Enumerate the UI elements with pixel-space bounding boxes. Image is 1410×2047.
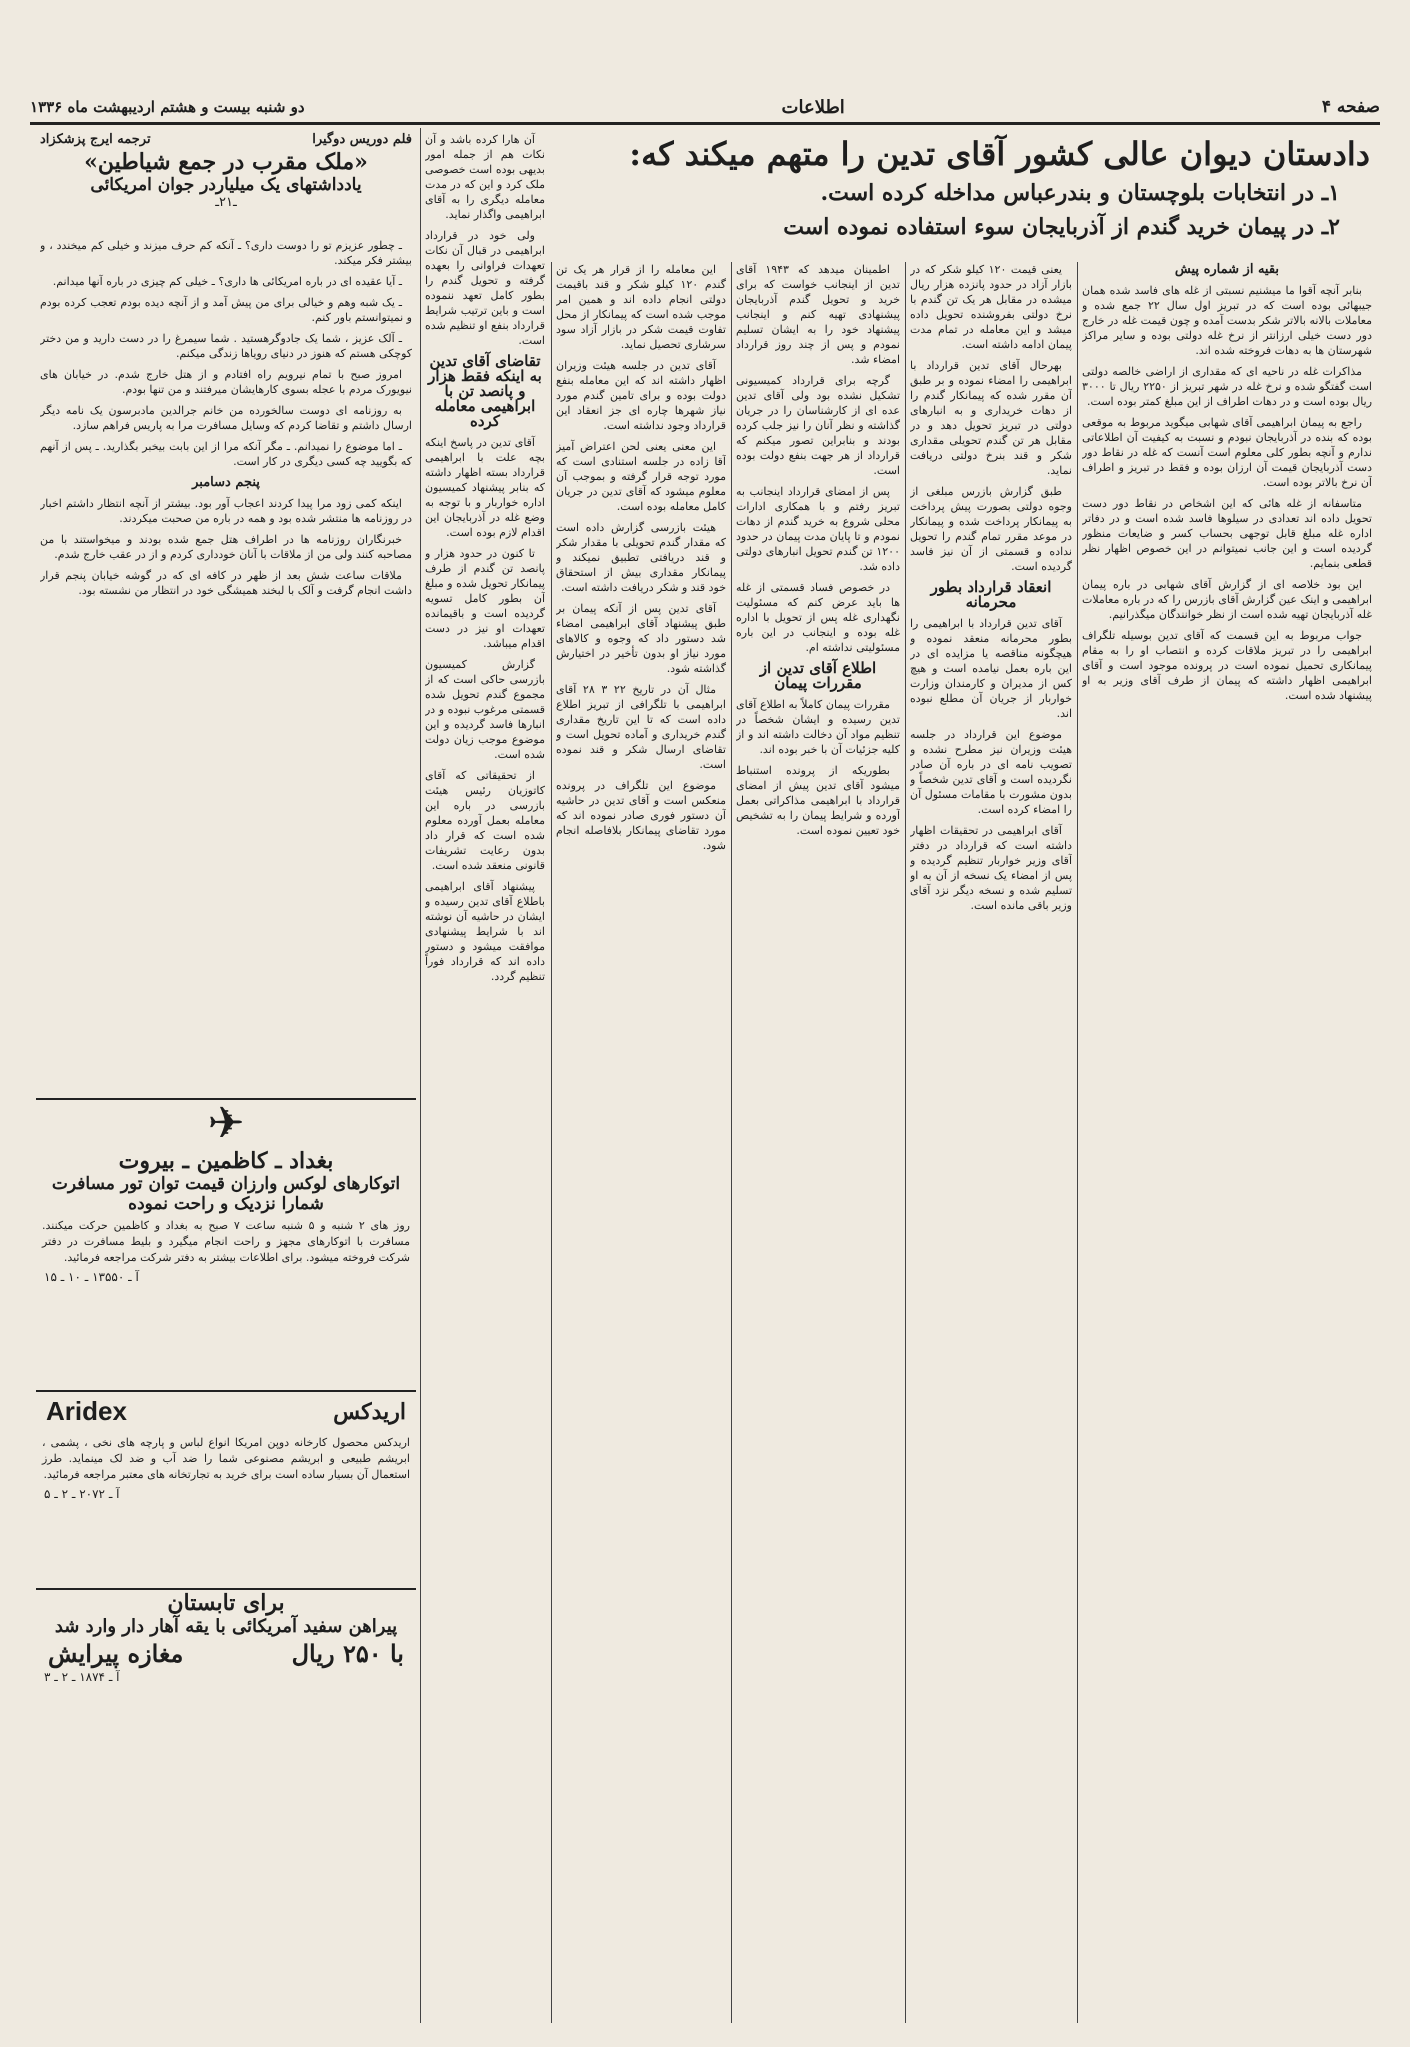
page-header <box>30 92 1380 125</box>
bus-travel-ad <box>36 1098 416 1382</box>
paragraph: اطمینان میدهد که ۱۹۴۳ آقای تدین از اینجانب خواست که برای خرید و تحویل گندم آذربایجان پیشنهادی تهیه کنم و اینجانب پیشنهاد خود را به ایشان تسلیم نمودم و پس از چند روز قرارداد امضاء شد. <box>736 263 900 366</box>
main-headline <box>555 132 1370 252</box>
ad-code: آ ـ ۱۳۵۵۰ ـ ۱۰ ـ ۱۵ <box>44 1270 139 1284</box>
paragraph: آقای تدین پس از آنکه پیمان بر طبق پیشنهاد آقای ابراهیمی امضاء شد دستور داد که وجوه و کالاهای مورد نیاز او بدون تأخیر در اختیارش گذاشته شود. <box>556 602 726 675</box>
column-divider <box>1077 262 1078 2023</box>
paragraph: ـ یک شبه وهم و خیالی برای من پیش آمد و از آنچه دیده بودم تعجب کرده بودم و نمیتوانستم باور کنم. <box>40 296 412 324</box>
paragraph: پس از امضای قرارداد اینجانب به تبریز رفتم و با همکاری ادارات محلی شروع به خرید گندم از دهات نمودم و تا پایان مدت پیمان در حدود ۱۲۰۰ تن گندم تحویل انبارهای دولتی داده شد. <box>736 485 900 573</box>
paragraph: پیشنهاد آقای ابراهیمی باطلاع آقای تدین رسیده و ایشان در حاشیه آن نوشته اند با شرایط پیشنهادی موافقت میشود و دستور داده اند که قرارداد فوراً تنظیم گردد. <box>425 880 545 983</box>
paragraph: موضوع این تلگراف در پرونده منعکس است و آقای تدین در حاشیه آن دستور فوری صادر نموده اند که مورد تقاضای پیمانکار بلافاصله انجام شود. <box>556 779 726 852</box>
article-column-2 <box>910 262 1072 2022</box>
article-column-4 <box>556 262 726 2022</box>
paragraph: از تحقیقاتی که آقای کاتوزیان رئیس هیئت بازرسی در باره این معامله بعمل آورده معلوم شده است که قرار داد بدون رعایت تشریفات قانونی منعقد شده است. <box>425 769 545 872</box>
translator-label: ترجمه ایرج پزشکزاد <box>40 132 151 147</box>
paragraph: این معامله را از قرار هر یک تن گندم ۱۲۰ کیلو شکر و قند باقیمت دولتی انجام داده اند و همین امر موجب شده است که پیمانکار از محل تفاوت قیمت شکر در بازار آزاد سود سرشاری تحصیل نماید. <box>556 263 726 351</box>
paragraph: بهرحال آقای تدین قرارداد با ابراهیمی را امضاء نموده و بر طبق آن مقرر شده که پیمانکار گندم را از دهات خریداری و به انبارهای دولتی در تبریز تحویل دهد و در مقابل هر تن گندم تحویلی مقداری شکر و قند بنرخ دولتی دریافت نماید. <box>910 359 1072 477</box>
newspaper-name: اطلاعات <box>781 96 845 118</box>
aridex-ad <box>36 1390 416 1578</box>
paragraph: آن هارا کرده باشد و آن نکات هم از جمله امور بدیهی بوده است خصوصی ملک کرد و این که در مدت معامله دیگری را به آقای ابراهیمی واگذار نماید. <box>425 133 545 221</box>
paragraph: آقای تدین در جلسه هیئت وزیران اظهار داشته اند که این معامله بنفع دولت بوده و برای تامین گندم مورد نیاز شهرها چاره ای جز انعقاد این قرارداد وجود نداشته است. <box>556 359 726 432</box>
serial-body <box>40 238 412 1086</box>
section-heading: پنجم دسامبر <box>192 475 260 490</box>
headline-point-1: ۱ـ در انتخابات بلوچستان و بندرعباس مداخله کرده است. <box>820 180 1340 206</box>
page-number: صفحه ۴ <box>1321 97 1380 117</box>
paragraph: جواب مربوط به این قسمت که آقای تدین بوسیله تلگراف ابراهیمی را در تبریز ملاقات کرده و انتصاب او را به مقام پیمانکاری تحمیل نموده است در پرونده موجود است و آقای ابراهیمی اظهار داشته که پیمان از طرف آقای وزیر به او پیشنهاد شده است. <box>1082 629 1372 702</box>
paragraph: هیئت بازرسی گزارش داده است که مقدار گندم تحویلی با مقدار شکر و قند دریافتی تطبیق نمیکند و پیمانکار مقداری بیش از استحقاق خود قند و شکر دریافت داشته است. <box>556 521 726 594</box>
paragraph: این معنی یعنی لحن اعتراض آمیز آقا زاده در جلسه استنادی است که مورد توجه قرار گرفته و بموجب آن معلوم میشود که آقای تدین در جریان کامل معامله بوده است. <box>556 440 726 513</box>
paragraph: به روزنامه ای دوست سالخورده من خانم جرالدین مادبرسون یک نامه دیگر ارسال داشتم و تقاضا کردم که وسایل مسافرت مرا به پاریس فراهم سازد. <box>40 404 412 432</box>
ad-body: روز های ۲ شنبه و ۵ شنبه ساعت ۷ صبح به بغداد و کاظمین حرکت میکنند. مسافرت با اتوکارهای مجهز و راحت انجام میگیرد و بلیط مسافرت در دفتر شرکت فروخته میشود. برای اطلاعات بیشتر به دفتر شرکت مراجعه فرمائید. <box>42 1219 410 1264</box>
winged-emblem-icon: ✈ <box>207 1098 245 1149</box>
paragraph: امروز صبح با تمام نیرویم راه افتادم و از هتل خارج شدم. در خیابان های نیویورک مردم با عجله بسوی کارهایشان میرفتند و من تنها بودم. <box>40 368 412 396</box>
article-column-1 <box>1082 262 1372 2022</box>
continued-label: بقیه از شماره پیش <box>1174 262 1280 277</box>
paragraph: مثال آن در تاریخ ۲۲ ۳ ۲۸ آقای ابراهیمی با تلگرافی از تبریز اطلاع داده است که تا این تاریخ مقداری گندم خریداری و آماده تحویل است و تقاضای ارسال شکر و قند نموده است. <box>556 683 726 771</box>
ad-price: با ۲۵۰ ریال <box>291 1639 404 1668</box>
ad-code: آ ـ ۱۸۷۴ ـ ۲ ـ ۳ <box>44 1670 120 1684</box>
paragraph: بنابر آنچه آقوا ما میشنیم نسبتی از غله های فاسد شده همان جیبهائی بوده است که در تبریز اول سال ۲۲ جمع شده و معاملات بالانه بالاتر شکر بدست آمده و چون قیمت غله در خارج دور دست خیلی ارزانتر از نرخ غله دولتی بوده و سایر مراکز شهرستان ها به دهات فروخته شده اند. <box>1082 284 1372 357</box>
column-divider <box>551 262 552 2023</box>
column-divider <box>731 262 732 2023</box>
ad-code: آ ـ ۲۰۷۲ ـ ۲ ـ ۵ <box>44 1487 120 1501</box>
paragraph: اینکه کمی زود مرا پیدا کردند اعجاب آور بود. بیشتر از آنچه انتظار داشتم اخبار در روزنامه ها منتشر شده بود و همه در باره من صحبت میکردند. <box>40 497 412 525</box>
serial-title: «ملک مقرب در جمع شیاطین» <box>84 149 368 175</box>
article-column-5 <box>425 132 545 2022</box>
serial-header <box>40 132 412 210</box>
paragraph: آقای تدین قرارداد با ابراهیمی را بطور محرمانه منعقد نموده و هیچگونه مناقصه یا مزایده ای در این باره بعمل نیامده است و هیچ کس از مدیران و کارمندان وزارت خواربار از جریان آن مطلع نبوده اند. <box>910 617 1072 720</box>
column-divider <box>905 262 906 2023</box>
paragraph: ـ اما موضوع را نمیدانم. ـ مگر آنکه مرا از این بابت بیخبر بگذارید. ـ پس از آنهم که بگویید چه کسی دیگری در کار است. <box>40 440 412 468</box>
ad-body: اریدکس محصول کارخانه دوپن امریکا انواع لباس و پارچه های نخی ، پشمی ، ابریشم طبیعی و ابریشم مصنوعی شما را ضد آب و ضد لک مینماید. طرز استعمال آن بسیار ساده است برای خرید به تجارتخانه های معتبر مراجعه فرمائید. <box>42 1436 410 1481</box>
paragraph: ولی خود در قرارداد ابراهیمی در قبال آن نکات تعهدات فراوانی را بعهده گرفته و تحویل گندم را بطور کامل تعهد ننموده است و باین ترتیب شرایط قرارداد بنفع او تنظیم شده است. <box>425 229 545 347</box>
ad-title-latin: Aridex <box>46 1396 127 1426</box>
ad-title: برای تابستان <box>167 1590 285 1616</box>
headline-title: دادستان دیوان عالی کشور آقای تدین را متهم میکند که: <box>629 135 1370 173</box>
section-heading: تقاضای آقای تدین به اینکه فقط هزار و پانصد تن با ابراهیمی معامله کرده <box>428 352 542 430</box>
paragraph: در خصوص فساد قسمتی از غله ها باید عرض کنم که مسئولیت نگهداری غله پس از تحویل با اداره غله بوده و اینجانب در این باره مسئولیتی نداشته ام. <box>736 581 900 654</box>
section-heading: اطلاع آقای تدین از مقررات پیمان <box>759 659 877 692</box>
paragraph: آقای تدین در پاسخ اینکه بچه علت با ابراهیمی قرارداد بسته اظهار داشته که بنابر پیشنهاد کمیسیون اداره خواربار و با توجه به وضع غله در آذربایجان این اقدام لازم بوده است. <box>425 436 545 539</box>
paragraph: ملاقات ساعت شش بعد از ظهر در کافه ای که در گوشه خیابان پنجم قرار داشت انجام گرفت و آلک با لبخند همیشگی خود در انتظار من نشسته بود. <box>40 569 412 597</box>
headline-point-2: ۲ـ در پیمان خرید گندم از آذربایجان سوء استفاده نموده است <box>783 214 1340 240</box>
paragraph: خبرنگاران روزنامه ها در اطراف هتل جمع شده بودند و میخواستند با من مصاحبه کنند ولی من از ملاقات با آنان خودداری کردم و از در عقب خارج شدم. <box>40 533 412 561</box>
issue-date: دو شنبه بیست و هشتم اردیبهشت ماه ۱۳۳۶ <box>30 98 305 116</box>
paragraph: مقررات پیمان کاملاً به اطلاع آقای تدین رسیده و ایشان شخصاً در تنظیم مواد آن دخالت داشته اند و از کلیه جزئیات آن با خبر بوده اند. <box>736 698 900 756</box>
paragraph: مذاکرات غله در ناحیه ای که مقداری از اراضی خالصه دولتی است گفتگو شده و نرخ غله در شهر تبریز از ۲۲۵۰ ریال تا ۳۰۰۰ ریال بوده است و در دهات اطراف از این مبلغ کمتر بوده است. <box>1082 365 1372 408</box>
paragraph: ـ چطور عزیزم تو را دوست داری؟ ـ آنکه کم حرف میزند و خیلی کم میخندد ، و بیشتر فکر میکند. <box>40 239 412 267</box>
section-heading: انعقاد قرارداد بطور محرمانه <box>930 578 1052 611</box>
ad-title-persian: اریدکس <box>333 1398 406 1425</box>
paragraph: آقای ابراهیمی در تحقیقات اظهار داشته است که قرارداد در دفتر آقای وزیر خواربار تنظیم گردیده و پس از امضاء یک نسخه از آن به او تسلیم شده و نسخه دیگر نزد آقای وزیر باقی مانده است. <box>910 824 1072 912</box>
paragraph: ـ آلک عزیز ، شما یک جادوگرهستید . شما سیمرغ را در دست دارید و من دختر کوچکی هستم که هنوز در دنیای رویاها زندگی میکنم. <box>40 332 412 360</box>
episode-number: ـ۲۱ـ <box>215 195 237 210</box>
paragraph: گزارش کمیسیون بازرسی حاکی است که از مجموع گندم تحویل شده قسمتی مرغوب نبوده و در انبارها فاسد گردیده و این موضوع موجب زیان دولت شده است. <box>425 658 545 761</box>
paragraph: بطوریکه از پرونده استنباط میشود آقای تدین پیش از امضای قرارداد با ابراهیمی مذاکراتی بعمل آورده و شرایط پیمان را به تشخیص خود تعیین نموده است. <box>736 764 900 837</box>
paragraph: ـ آیا عقیده ای در باره امریکائی ها داری؟ ـ خیلی کم چیزی در باره آنها میدانم. <box>52 275 402 288</box>
shirt-ad <box>36 1588 416 1760</box>
paragraph: این بود خلاصه ای از گزارش آقای شهابی در باره پیمان ابراهیمی و اینک عین گزارش آقای بازرس را که در باره معاملات غله آذربایجان تهیه شده است از نظر خوانندگان میگذرانیم. <box>1082 578 1372 621</box>
paragraph: موضوع این قرارداد در جلسه هیئت وزیران نیز مطرح نشده و تصویب نامه ای در باره آن صادر نگردیده است و آقای تدین شخصاً و بدون مشورت با مقامات مسئول آن را امضاء کرده است. <box>910 728 1072 816</box>
film-label: فلم دوریس دوگیرا <box>312 132 412 147</box>
ad-line: پیراهن سفید آمریکائی با یقه آهار دار وارد شد <box>54 1616 398 1637</box>
ad-title: بغداد ـ کاظمین ـ بیروت <box>118 1148 334 1174</box>
paragraph: گرچه برای قرارداد کمیسیونی تشکیل نشده بود ولی آقای تدین عده ای از کارشناسان را در جریان گذاشته و نظر آنان را نیز جلب کرده بودند و بنابراین تصور میکنم که قرارداد از هر جهت بنفع دولت بوده است. <box>736 374 900 477</box>
serial-subtitle: یادداشتهای یک میلیاردر جوان امریکائی <box>90 175 362 195</box>
ad-store-name: مغازه پیرایش <box>48 1639 184 1668</box>
article-column-3 <box>736 262 900 2022</box>
paragraph: یعنی قیمت ۱۲۰ کیلو شکر که در بازار آزاد در حدود پانزده هزار ریال میشده در مقابل هر یک تن گندم با نرخ دولتی بفروشنده تحویل داده میشد و این معامله در تمام مدت پیمان ادامه داشته است. <box>910 263 1072 351</box>
paragraph: طبق گزارش بازرس مبلغی از وجوه دولتی بصورت پیش پرداخت به پیمانکار پرداخت شده و پیمانکار در موعد مقرر تمام گندم را تحویل نداده و قسمتی از آن نیز فاسد گردیده است. <box>910 485 1072 573</box>
ad-subtitle: اتوکارهای لوکس وارزان قیمت توان تور مسافرت شمارا نزدیک و راحت نموده <box>51 1174 401 1214</box>
paragraph: متاسفانه از غله هائی که این اشخاص در نقاط دور دست تحویل داده اند تعدادی در سیلوها فاسد شده است و در دفاتر اداره غله مبلغ قابل توجهی بحساب کسر و ضایعات منظور گردیده است و این جانب نمیتوانم در این خصوص اظهار نظر قطعی بنمایم. <box>1082 497 1372 570</box>
paragraph: راجع به پیمان ابراهیمی آقای شهابی میگوید مربوط به موقعی بوده که بنده در آذربایجان نبودم و نسبت به کیفیت آن اطلاعاتی ندارم و آنچه بطور کلی معلوم است آنست که غله در نقاط دور دست آذربایجان قیمت آن ارزان بوده و فقط در تبریز و اطراف آن نرخ بالاتر بوده است. <box>1082 416 1372 489</box>
paragraph: تا کنون در حدود هزار و پانصد تن گندم از طرف پیمانکار تحویل شده و مبلغ آن بطور کامل تسویه گردیده است و باقیمانده تعهدات او نیز در دست اقدام میباشد. <box>425 547 545 650</box>
column-divider <box>420 128 421 2023</box>
